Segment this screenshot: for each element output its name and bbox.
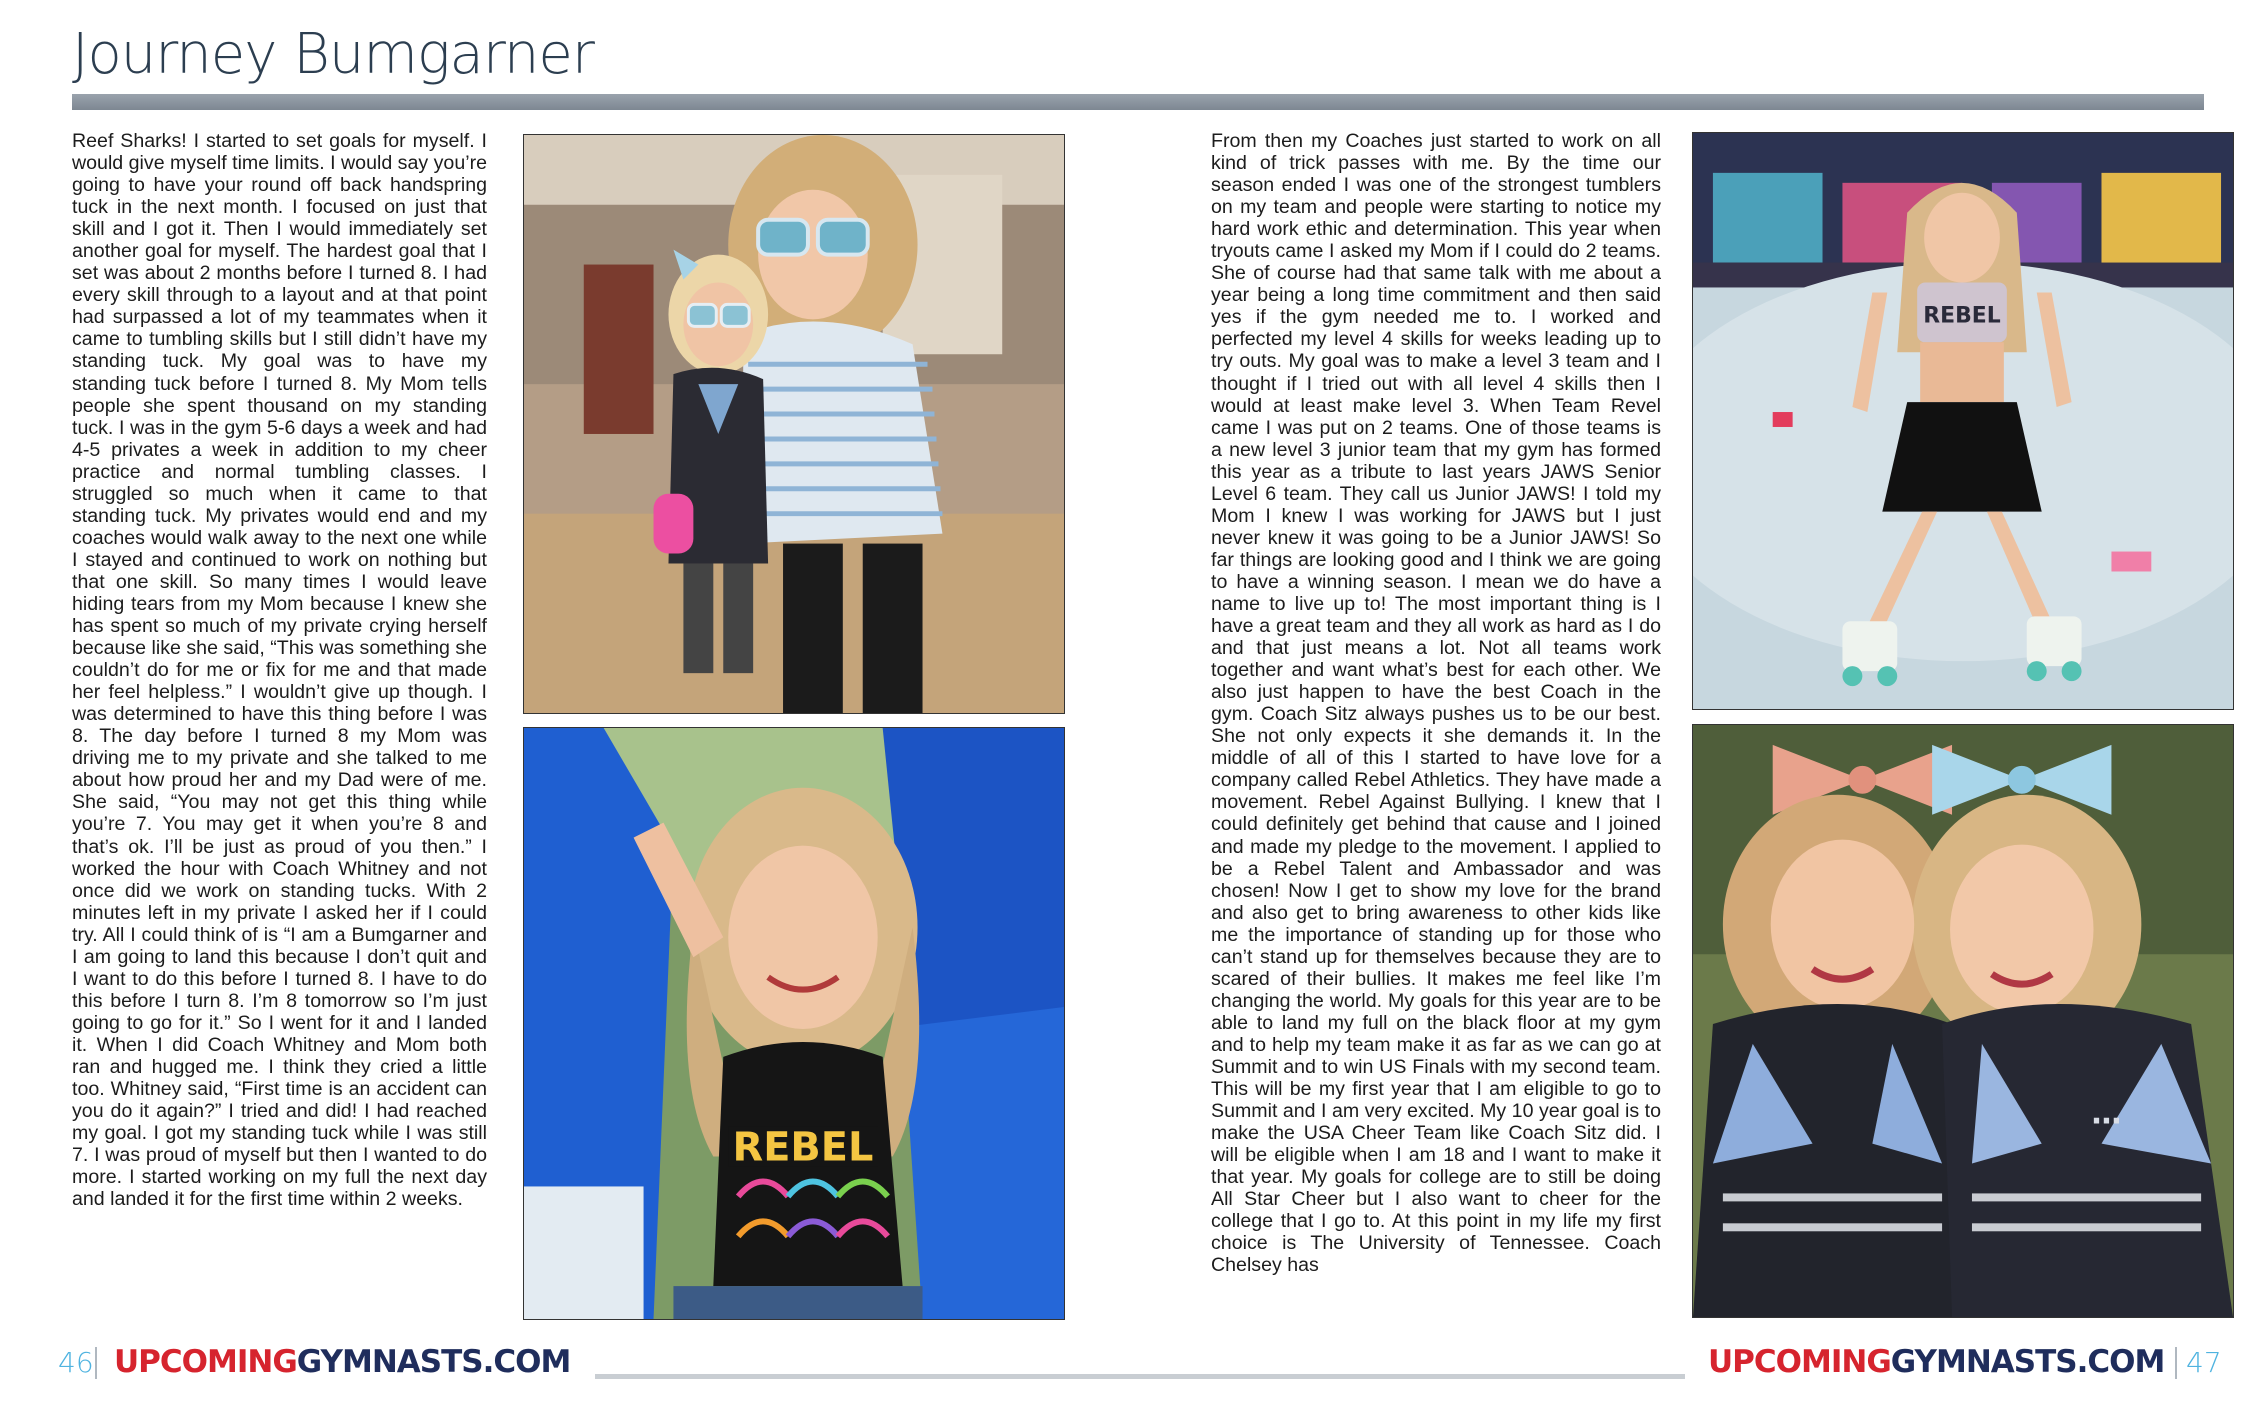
page-number-left: 46	[58, 1346, 94, 1379]
shirt-rebel-text: REBEL	[732, 1124, 874, 1171]
photo-two-cheerleaders	[1692, 724, 2234, 1318]
footer-site-navy-part: GYMNASTS.COM	[1890, 1344, 2165, 1380]
footer-divider-line	[595, 1374, 1685, 1379]
page-number-right: 47	[2186, 1346, 2222, 1379]
photo-girl-roller-rink	[1692, 132, 2234, 710]
footer-separator-left	[95, 1347, 97, 1379]
article-title: Journey Bumgarner	[72, 22, 594, 87]
article-body-right-column: From then my Coaches just started to work on all kind of trick passes with me. By the time our season ended I was one of the strongest tumblers on my team and people were starting to notice my hard work ethic and determination. This year when tryouts came I asked my Mom if I could do 2 teams. She of course had that same talk with me about a year being a long time commitment and then said yes if the gym needed me to. I worked and perfected my level 4 skills for weeks leading up to try outs. My goal was to make a level 3 team and I thought if I tried out with all level 4 skills then I would at least make level 3. When Team Revel came I was put on 2 teams. One of those teams is a new level 3 junior team that my gym has formed this year as a tribute to last years JAWS Senior Level 6 team. They call us Junior JAWS! I told my Mom I knew I was working for JAWS but I just never knew it was going to be a Junior JAWS! So far things are looking good and I think we are going to have a winning season. I mean we do have a name to live up to! The most important thing is I have a great team and they all work as hard as I do and that just means a lot. Not all teams work together and want what’s best for each other. We also just happen to have the best Coach in the gym. Coach Sitz always pushes us to be our best. She not only expects it she demands it. In the middle of all of this I started to have love for a company called Rebel Athletics. They have made a movement. Rebel Against Bullying. I knew that I could definitely get behind that cause and I joined and made my pledge to the movement. I applied to be a Rebel Talent and Ambassador and was chosen! Now I get to show my love for the brand and also get to bring awareness to other kids like me the importance of standing up for those who can’t stand up for themselves because they are to scared of their bullies. It makes me feel like I’m changing the world. My goals for this year are to be able to land my full on the black floor at my gym and to help my team make it as far as we can go at Summit and to win US Finals with my second team. This will be my first year that I am eligible to go to Summit and I am very excited. My 10 year goal is to make the USA Cheer Team like Coach Sitz did. I will be eligible when I am 18 and I want to make it that year. My goals for college are to still be doing All Star Cheer but I also want to cheer for the college that I go to. At this point in my life my first choice is The University of Tennessee. Coach Chelsey has	[1211, 130, 1661, 1277]
footer-site-red-part: UPCOMING	[1708, 1344, 1891, 1380]
svg-text:…: …	[2091, 1096, 2122, 1132]
footer-site-red-part: UPCOMING	[114, 1344, 297, 1380]
title-divider-bar	[72, 94, 2204, 110]
footer-site-name-left[interactable]	[114, 1344, 570, 1380]
photo-girl-with-mom	[523, 134, 1065, 714]
shirt-rebel-text: REBEL	[1923, 303, 2001, 329]
footer-site-navy-part: GYMNASTS.COM	[296, 1344, 571, 1380]
article-body-left-column: Reef Sharks! I started to set goals for myself. I would give myself time limits. I would say you’re going to have your round off back handspring tuck in the next month. I focused on just that skill and I got it. Then I would immediately set another goal for myself. The hardest goal that I set was about 2 months before I turned 8. I had every skill through to a layout and at that point had surpassed a lot of my teammates when it came to tumbling skills but I still didn’t have my standing tuck. My goal was to have my standing tuck before I turned 8. My Mom tells people she spent thousand on my standing tuck. I was in the gym 5-6 days a week and had 4-5 privates a week in addition to my cheer practice and normal tumbling classes. I struggled so much when it came to that standing tuck. My privates would end and my coaches would walk away to the next one while I stayed and continued to work on nothing but that one skill. So many times I would leave hiding tears from my Mom because I knew she has spent so much of my private crying herself because like she said, “This was something she couldn’t do for me or fix for me and that made her feel helpless.” I wouldn’t give up though. I was determined to have this thing before I was 8. The day before I turned 8 my Mom was driving me to my private and she talked to me about how proud her and my Dad were of me. She said, “You may not get this thing while you’re 7. You may get it when you’re 8 and that’s ok. I’ll be just as proud of you then.” I worked the hour with Coach Whitney and not once did we work on standing tucks. With 2 minutes left in my private I asked her if I could try. All I could think of is “I am a Bumgarner and I am going to land this because I don’t quit and I want to do this before I turned 8. I have to do this before I turn 8. I’m 8 tomorrow so I’m just going to go for it.” So I went for it and I landed it. When I did Coach Whitney and Mom both ran and hugged me. I think they cried a little too. Whitney said, “First time is an accident can you do it again?” I tried and did! I had reached my goal. I got my standing tuck while I was still 7. I was proud of myself but then I wanted to do more. I started working on my full the next day and landed it for the first time within 2 weeks.	[72, 130, 487, 1211]
footer-separator-right	[2175, 1347, 2177, 1379]
photo-girl-on-slide	[523, 727, 1065, 1320]
footer-site-name-right[interactable]	[1708, 1344, 2164, 1380]
